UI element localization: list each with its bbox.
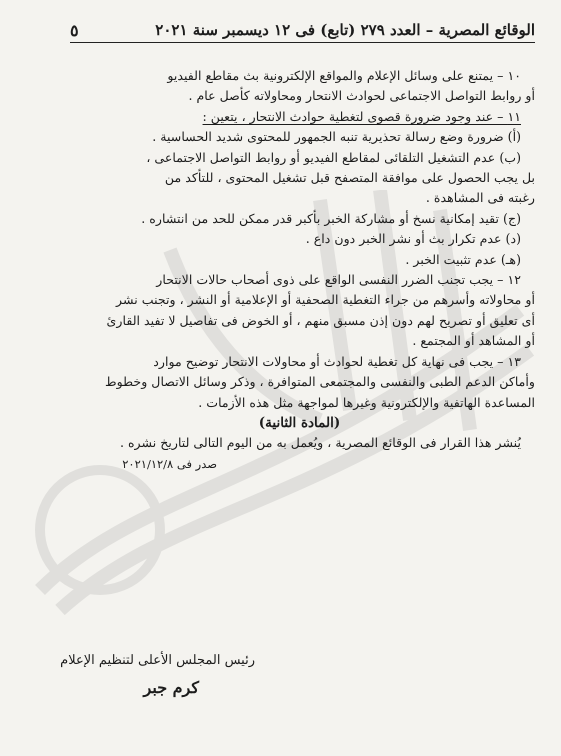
item-b-line-1: (ب) عدم التشغيل التلقائى لمقاطع الفيديو أو روابط التواصل الاجتماعى ، — [146, 149, 521, 165]
article-2-text: يُنشر هذا القرار فى الوقائع المصرية ، ويُعمل به من اليوم التالى لتاريخ نشره . — [119, 435, 521, 451]
item-b-line-2: بل يجب الحصول على موافقة المتصفح قبل تشغيل المحتوى ، للتأكد من — [164, 170, 535, 186]
paragraph-10-line-1: ١٠ – يمتنع على وسائل الإعلام والمواقع الإلكترونية بث مقاطع الفيديو — [167, 68, 521, 83]
item-c: (ج) تقيد إمكانية نسخ أو مشاركة الخبر بأكبر قدر ممكن للحد من انتشاره . — [141, 210, 521, 226]
item-d: (د) عدم تكرار بث أو نشر الخبر دون داع . — [305, 231, 521, 247]
article-2-heading: (المادة الثانية) — [258, 414, 341, 431]
document-body — [64, 66, 535, 474]
paragraph-11: ١١ – عند وجود ضرورة قصوى لتغطية حوادث الانتحار ، يتعين : — [202, 108, 521, 124]
item-h: (هـ) عدم تثبيت الخبر . — [405, 251, 521, 267]
paragraph-11-wrap — [64, 107, 535, 127]
paragraph-13-line-1: ١٣ – يجب فى نهاية كل تغطية لحوادث أو محاولات الانتحار توضيح موارد — [153, 353, 521, 369]
paragraph-13-line-3: المساعدة الهاتفية والإلكترونية وغيرها لمواجهة مثل هذه الأزمات . — [198, 394, 535, 410]
issue-date: صدر فى ٢٠٢١/١٢/٨ — [122, 456, 217, 471]
page-header — [70, 18, 535, 43]
paragraph-12-line-2: أو محاولاته وأسرهم من جراء التغطية الصحفية أو الإعلامية أو النشر ، وتجنب نشر — [116, 292, 535, 308]
item-b-line-3: رغبته فى المشاهدة . — [425, 190, 535, 206]
paragraph-10-line-2: أو روابط التواصل الاجتماعى لحوادث الانتحار ومحاولاته كأصل عام . — [188, 88, 535, 104]
page-number: ٥ — [70, 20, 79, 40]
signature-organization: رئيس المجلس الأعلى لتنظيم الإعلام — [60, 653, 255, 668]
signature-name: كرم جبر — [143, 678, 199, 697]
paragraph-13-line-2: وأماكن الدعم الطبى والنفسى والمجتمعى المتوافرة ، وذكر وسائل الاتصال وخطوط — [104, 374, 535, 390]
paragraph-12-line-4: أو المشاهد أو المجتمع . — [412, 333, 535, 349]
item-a: (أ) ضرورة وضع رسالة تحذيرية تنبه الجمهور للمحتوى شديد الحساسية . — [152, 129, 521, 145]
paragraph-12-line-3: أى تعليق أو تصريح لهم دون إذن مسبق منهم ، أو الخوض فى تفاصيل لا تفيد القارئ — [106, 312, 535, 328]
paragraph-12-line-1: ١٢ – يجب تجنب الضرر النفسى الواقع على ذوى أصحاب حالات الانتحار — [156, 272, 521, 288]
page-header-title: الوقائع المصرية – العدد ٢٧٩ (تابع) فى ١٢ ديسمبر سنة ٢٠٢١ — [155, 21, 535, 39]
